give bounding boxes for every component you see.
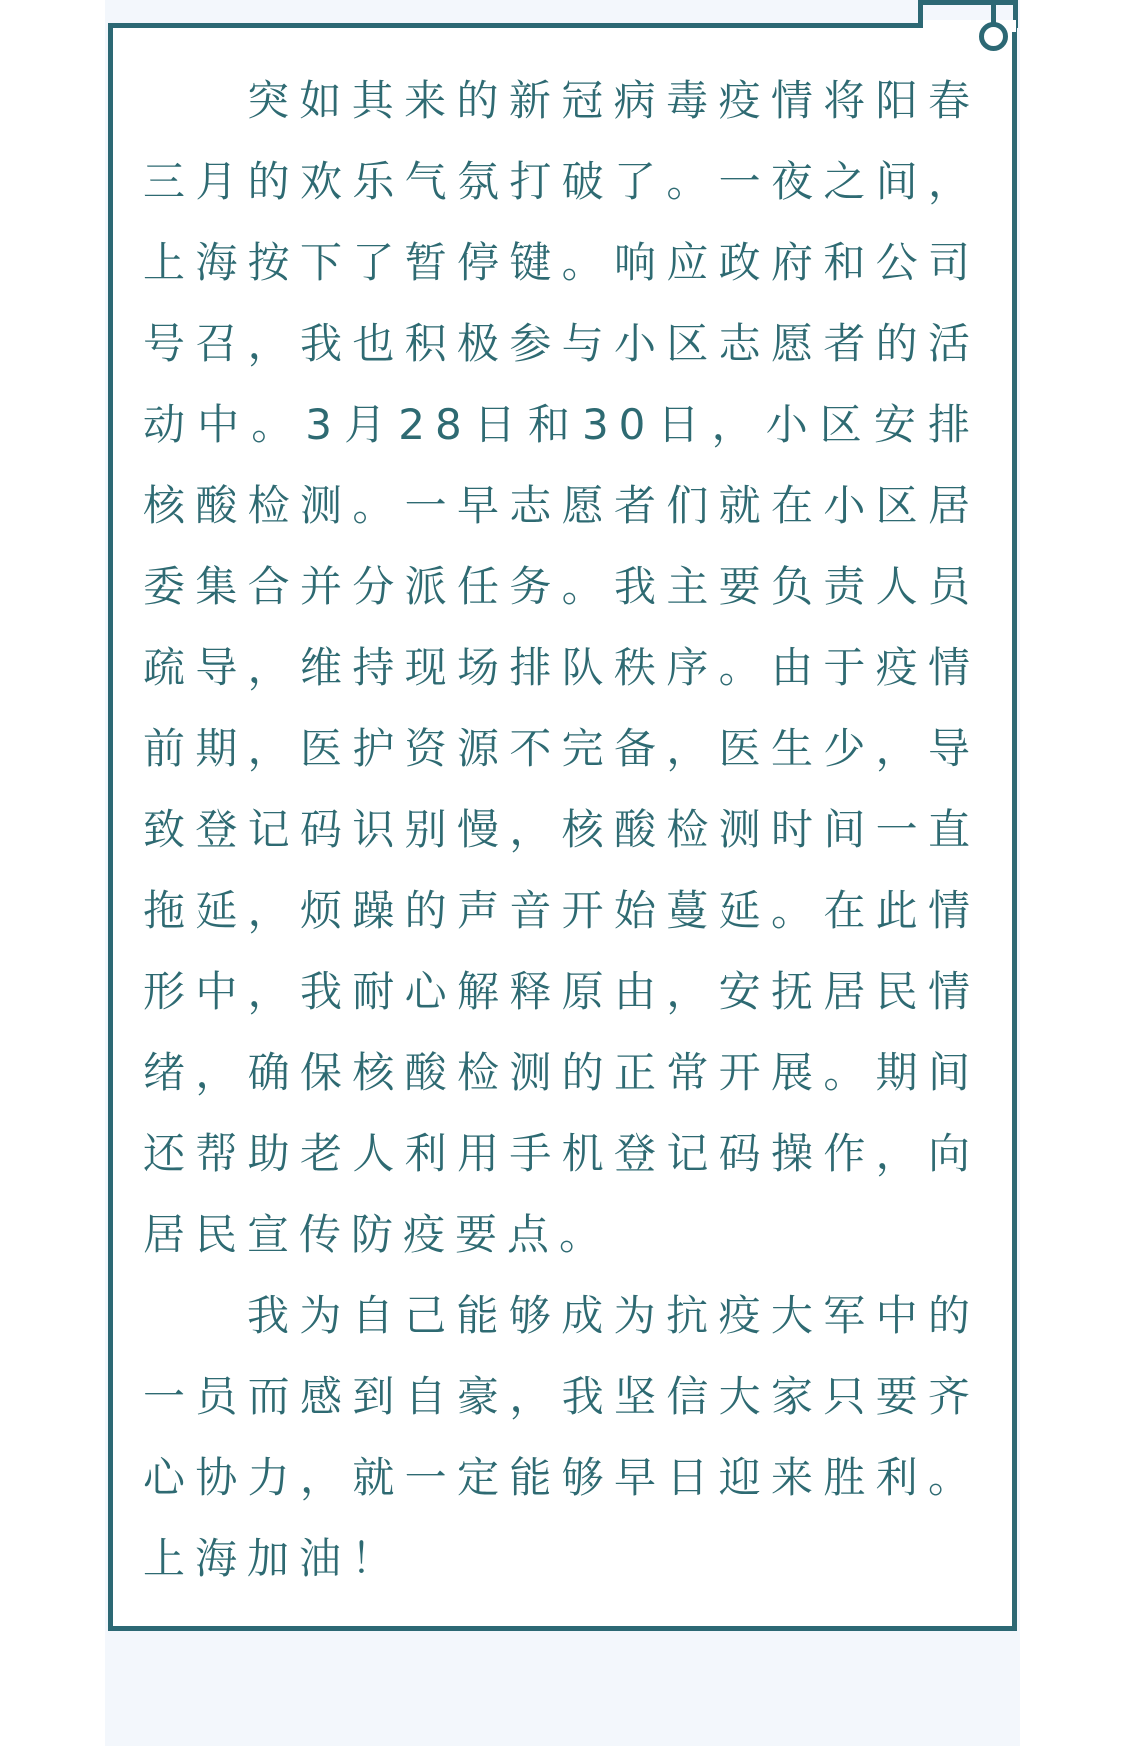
article-paragraph-2: 我为自己能够成为抗疫大军中的一员而感到自豪，我坚信大家只要齐心协力，就一定能够早日迎来胜利。上海加油！ — [143, 1291, 980, 1583]
clip-ring-icon — [979, 22, 1008, 51]
article-body — [143, 60, 980, 1599]
article-paragraph-1: 突如其来的新冠病毒疫情将阳春三月的欢乐气氛打破了。一夜之间，上海按下了暂停键。响应政府和公司号召，我也积极参与小区志愿者的活动中。3月28日和30日，小区安排核酸检测。一早志愿者们就在小区居委集合并分派任务。我主要负责人员疏导，维持现场排队秩序。由于疫情前期，医护资源不完备，医生少，导致登记码识别慢，核酸检测时间一直拖延，烦躁的声音开始蔓延。在此情形中，我耐心解释原由，安抚居民情绪，确保核酸检测的正常开展。期间还帮助老人利用手机登记码操作，向居民宣传防疫要点。 — [143, 76, 980, 1259]
